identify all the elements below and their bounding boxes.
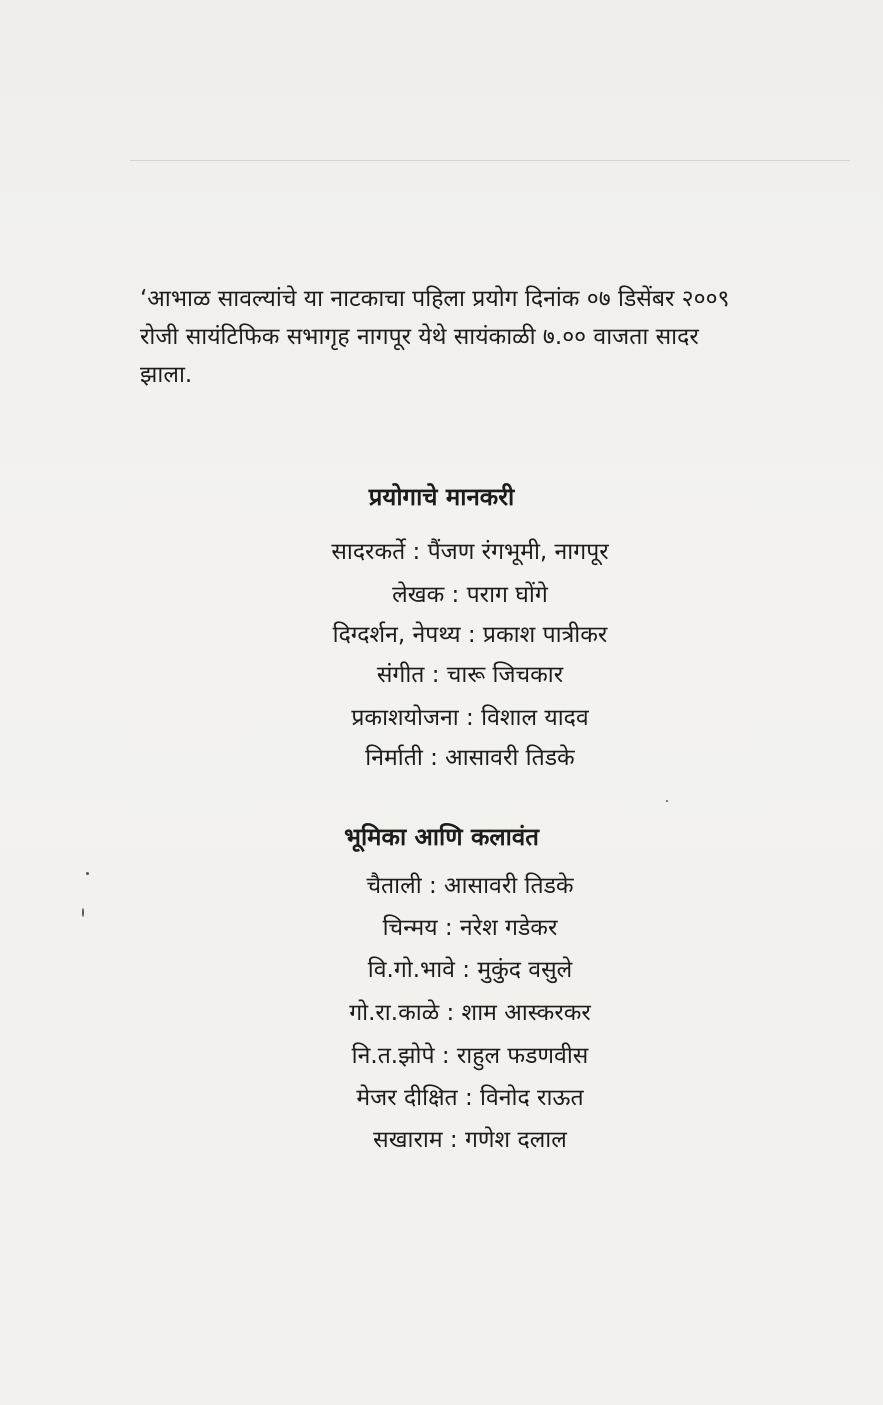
- cast-line: गो.रा.काळे : शाम आस्करकर: [349, 1000, 591, 1026]
- cast-line: चिन्मय : नरेश गडेकर: [382, 915, 558, 941]
- cast-line: नि.त.झोपे : राहुल फडणवीस: [351, 1043, 589, 1069]
- premiere-note-line: रोजी सायंटिफिक सभागृह नागपूर येथे सायंकाळी ७.०० वाजता सादर: [140, 324, 699, 350]
- credit-line: दिग्दर्शन, नेपथ्य : प्रकाश पात्रीकर: [332, 622, 608, 648]
- ink-speck: [82, 908, 84, 917]
- ink-speck: [86, 872, 89, 875]
- show-through-rule: [130, 160, 850, 161]
- cast-line: सखाराम : गणेश दलाल: [373, 1127, 567, 1153]
- ink-speck: [666, 800, 668, 802]
- production-credits-heading: प्रयोगाचे मानकरी: [368, 483, 515, 511]
- cast-line: वि.गो.भावे : मुकुंद वसुले: [367, 957, 573, 983]
- premiere-note-line: झाला.: [140, 362, 193, 388]
- cast-line: मेजर दीक्षित : विनोद राऊत: [356, 1085, 584, 1111]
- credit-line: निर्माती : आसावरी तिडके: [365, 745, 575, 771]
- credit-line: प्रकाशयोजना : विशाल यादव: [351, 705, 589, 731]
- credit-line: संगीत : चारू जिचकार: [376, 662, 564, 688]
- credit-line: लेखक : पराग घोंगे: [392, 582, 548, 608]
- premiere-note: [140, 280, 852, 394]
- cast-heading: भूमिका आणि कलावंत: [344, 823, 539, 851]
- cast-line: चैताली : आसावरी तिडके: [366, 873, 574, 899]
- premiere-note-line: ‘आभाळ सावल्यांचे या नाटकाचा पहिला प्रयोग दिनांक ०७ डिसेंबर २००९: [140, 286, 730, 312]
- credit-line: सादरकर्ते : पैंजण रंगभूमी, नागपूर: [331, 539, 609, 565]
